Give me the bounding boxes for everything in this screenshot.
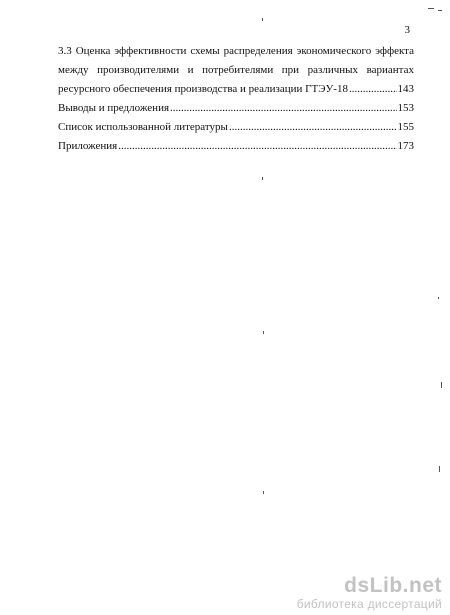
- toc-page-number: 143: [397, 83, 414, 95]
- table-of-contents: [58, 42, 414, 156]
- scan-speck: [262, 18, 263, 21]
- scan-speck: [438, 10, 442, 11]
- toc-leader-dots: [229, 118, 397, 137]
- toc-leader-dots: [118, 137, 396, 156]
- toc-entry-text: Выводы и предложения: [58, 102, 170, 114]
- toc-entry-text: ресурсного обеспечения производства и реализации ГТЭУ-18: [58, 83, 348, 95]
- toc-page-number: 173: [397, 140, 414, 152]
- toc-entry-appendices: [58, 137, 414, 156]
- toc-leader-dots: [349, 80, 397, 99]
- toc-entry-references: [58, 118, 414, 137]
- toc-entry-3-3-line-3: [58, 80, 414, 99]
- scan-speck: [441, 382, 442, 388]
- scan-speck: [263, 331, 264, 334]
- toc-entry-conclusions: [58, 99, 414, 118]
- scan-speck: [428, 8, 434, 9]
- watermark-logo: dsLib.net: [344, 574, 442, 597]
- toc-entry-3-3-line-2: между производителями и потребителями при различных вариантах: [58, 64, 414, 76]
- toc-page-number: 153: [397, 102, 414, 114]
- page-number: 3: [404, 24, 410, 36]
- scan-speck: [262, 177, 263, 180]
- toc-entry-text: Список использованной литературы: [58, 121, 228, 133]
- scan-speck: [438, 297, 439, 299]
- watermark-subtitle: библиотека диссертаций: [296, 597, 442, 611]
- toc-leader-dots: [170, 99, 396, 118]
- toc-entry-text: Приложения: [58, 140, 118, 152]
- scan-speck: [439, 466, 440, 472]
- watermark: [297, 575, 442, 611]
- toc-entry-3-3-line-1: 3.3 Оценка эффективности схемы распределения экономического эффекта: [58, 45, 414, 57]
- toc-page-number: 155: [397, 121, 414, 133]
- scan-speck: [263, 491, 264, 494]
